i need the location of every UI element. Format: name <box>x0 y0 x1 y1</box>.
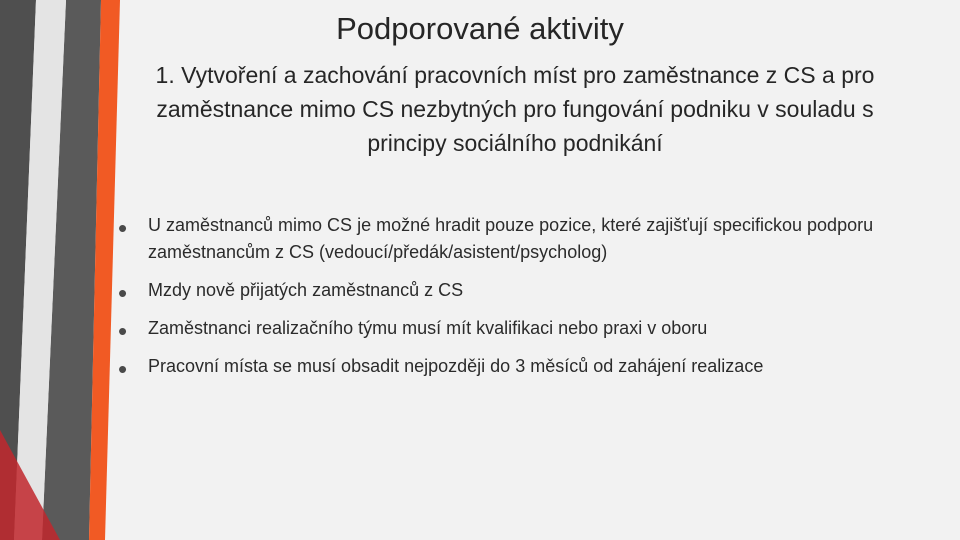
slide-subtitle: 1. Vytvoření a zachování pracovních míst pro zaměstnance z CS a pro zaměstnance mimo CS nezbytných pro fungování podniku v souladu s principy sociálního podnikání <box>155 62 875 156</box>
bullet-item <box>118 212 908 266</box>
bullet-dot-icon: • <box>118 316 128 346</box>
bullet-dot-icon: • <box>118 213 128 243</box>
bullet-text: Zaměstnanci realizačního týmu musí mít kvalifikaci nebo praxi v oboru <box>148 318 708 338</box>
bullet-item <box>118 277 908 308</box>
bullet-text: U zaměstnanců mimo CS je možné hradit pouze pozice, které zajišťují specifickou podporu zaměstnancům z CS (vedoucí/předák/asistent/psycholog) <box>148 215 874 262</box>
slide-title: Podporované aktivity <box>336 11 624 46</box>
bullet-text: Mzdy nově přijatých zaměstnanců z CS <box>148 280 464 300</box>
bullet-dot-icon: • <box>118 354 128 384</box>
bullet-dot-icon: • <box>118 278 128 308</box>
bullet-item <box>118 353 908 384</box>
bullet-text: Pracovní místa se musí obsadit nejpozději do 3 měsíců od zahájení realizace <box>148 356 764 376</box>
bullet-list <box>118 212 908 384</box>
bullet-item <box>118 315 908 346</box>
